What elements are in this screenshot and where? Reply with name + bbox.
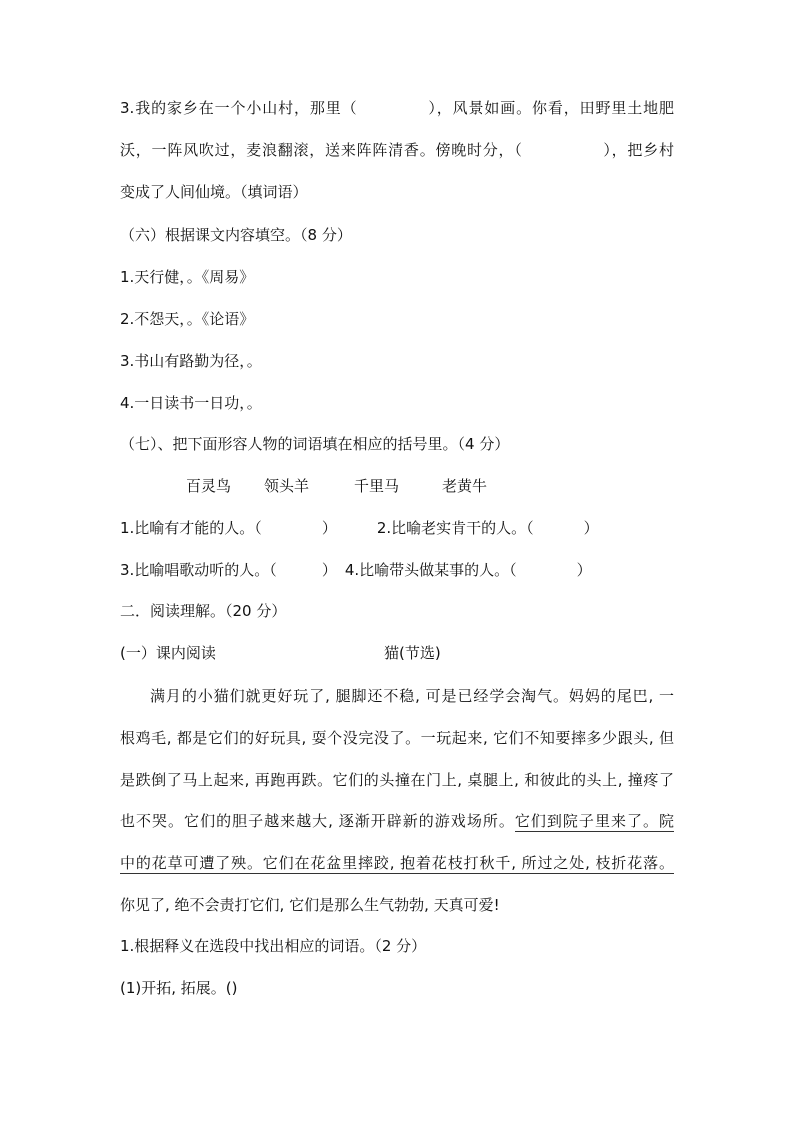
word-option: 百灵鸟: [186, 477, 232, 495]
q3-text: 3.我的家乡在一个小山村，那里（: [120, 99, 358, 117]
underlined-text: 它们到院子里来了。院: [514, 812, 674, 830]
q3-line-3: 变成了人间仙境。（填词语）: [120, 183, 308, 201]
reading-question-1: 1.根据释义在选段中找出相应的词语。（2 分）: [120, 937, 427, 955]
sec7-row-1: [120, 518, 599, 538]
word-option: 老黄牛: [442, 477, 488, 495]
sec7-question: 3.比喻唱歌动听的人。（: [120, 561, 277, 579]
q3-line-1: [120, 98, 674, 118]
sec6-item-1: 1.天行健，。《周易》: [120, 268, 255, 286]
bracket-close: ）: [576, 561, 592, 579]
passage-text: 也不哭。它们的胆子越来越大, 逐渐开辟新的游戏场所。: [120, 812, 515, 830]
word-bank: [120, 476, 674, 496]
section-7-heading: （七）、把下面形容人物的词语填在相应的括号里。（4 分）: [120, 435, 510, 453]
reading-subheading-row: [120, 643, 674, 663]
passage-line-2: 根鸡毛, 都是它们的好玩具, 耍个没完没了。一玩起来, 它们不知要摔多少跟头, 但: [120, 729, 674, 747]
bracket-close: ）: [321, 561, 337, 579]
reading-subheading: (一）课内阅读: [120, 644, 216, 662]
passage-line-1: 满月的小猫们就更好玩了, 腿脚还不稳, 可是已经学会淘气。妈妈的尾巴, 一: [150, 687, 674, 705]
sec7-question: 1.比喻有才能的人。（: [120, 519, 262, 537]
sec6-item-4: 4.一日读书一日功，。: [120, 394, 262, 412]
sec6-item-3: 3.书山有路勤为径，。: [120, 352, 262, 370]
passage-line-6: 你见了, 绝不会责打它们, 它们是那么生气勃勃, 天真可爱!: [120, 896, 500, 914]
underlined-text: 中的花草可遭了殃。它们在花盆里摔跤, 抱着花枝打秋千, 所过之处, 枝折花落。: [120, 854, 674, 872]
passage-line-5: [120, 853, 674, 873]
passage-line-3: 是跌倒了马上起来, 再跑再跌。它们的头撞在门上, 桌腿上, 和彼此的头上, 撞疼了: [120, 771, 674, 789]
sec7-question: 4.比喻带头做某事的人。（: [344, 561, 517, 579]
sec7-row-2: [120, 560, 592, 580]
word-option: 领头羊: [264, 477, 310, 495]
reading-heading: 二．阅读理解。（20 分）: [120, 602, 287, 620]
passage-title: 猫(节选): [384, 644, 441, 662]
q3-text: 沃，一阵风吹过，麦浪翻滚，送来阵阵清香。傍晚时分，（: [120, 141, 523, 159]
word-option: 千里马: [354, 477, 400, 495]
bracket-close: ）: [583, 519, 599, 537]
q3-line-2: [120, 140, 674, 160]
passage-line-4: [120, 811, 674, 831]
sec6-item-2: 2.不怨天，。《论语》: [120, 310, 255, 328]
bracket-close: ）: [321, 519, 337, 537]
sec7-question: 2.比喻老实肯干的人。（: [376, 519, 534, 537]
q3-text: ），把乡村: [602, 141, 674, 159]
reading-question-1-1[interactable]: (1)开拓, 拓展。(): [120, 979, 238, 997]
q3-text: ），风景如画。你看，田野里土地肥: [427, 99, 674, 117]
section-6-heading: （六）根据课文内容填空。（8 分）: [120, 226, 352, 244]
